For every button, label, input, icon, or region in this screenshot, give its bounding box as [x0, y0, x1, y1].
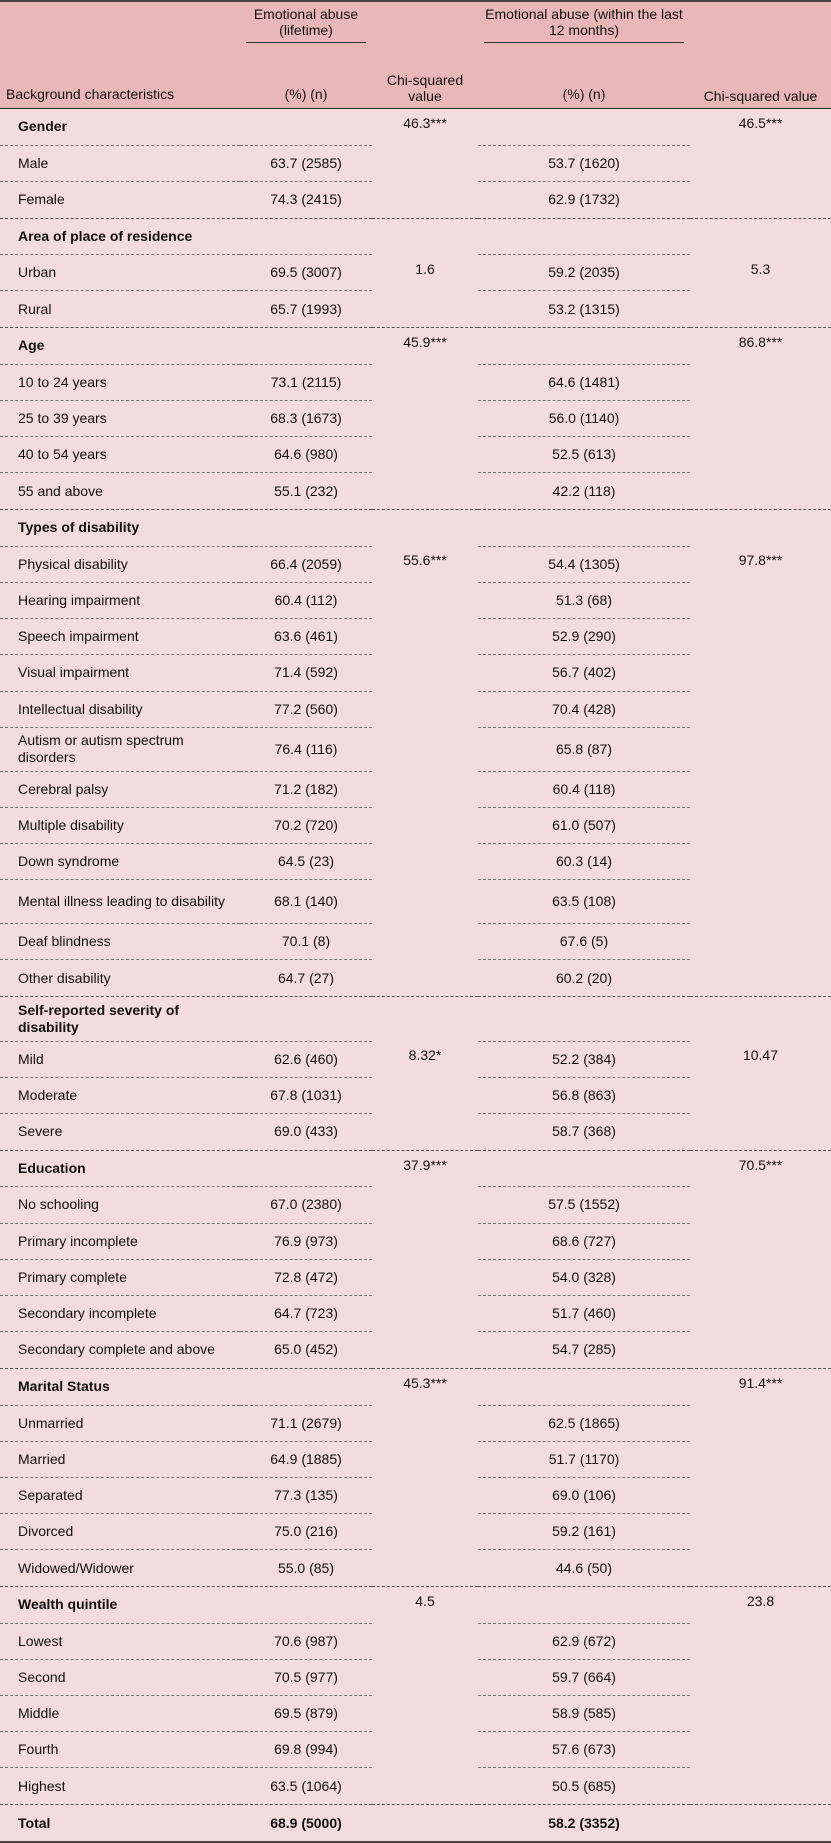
section-header-row: [0, 997, 831, 1042]
total-lifetime: 68.9 (5000): [270, 1814, 342, 1831]
value-last-12-months: 56.8 (863): [478, 1077, 690, 1113]
table-row: [0, 255, 831, 291]
value-last-12-months: 51.7 (1170): [478, 1441, 690, 1477]
chi-squared-lifetime: [372, 691, 478, 727]
empty-cell: [240, 997, 372, 1042]
chi-squared-last-12-months: 97.8***: [738, 552, 783, 569]
section-header-row: [0, 109, 831, 146]
value-last-12-months: 63.5 (108): [478, 880, 690, 924]
chi-squared-lifetime: [372, 619, 478, 655]
chi-squared-lifetime: [372, 1623, 478, 1659]
header-chi-lifetime: Chi-squared value: [386, 72, 464, 104]
row-label: 10 to 24 years: [0, 364, 240, 400]
row-label: Unmarried: [0, 1405, 240, 1441]
empty-cell: [478, 218, 690, 255]
value-lifetime: 70.6 (987): [240, 1623, 372, 1659]
value-last-12-months: 54.0 (328): [478, 1259, 690, 1295]
table-row: [0, 880, 831, 924]
table-row: [0, 1041, 831, 1077]
value-lifetime: 63.7 (2585): [240, 145, 372, 181]
row-label: Rural: [0, 291, 240, 328]
value-last-12-months: 52.2 (384): [478, 1041, 690, 1077]
table-row: [0, 437, 831, 473]
chi-squared-last-12-months: [690, 364, 831, 400]
section-header-row: [0, 328, 831, 365]
chi-squared-lifetime: [372, 807, 478, 843]
chi-squared-last-12-months: [690, 997, 831, 1042]
row-label: 40 to 54 years: [0, 437, 240, 473]
table-row: [0, 1550, 831, 1587]
table-row: [0, 1732, 831, 1768]
section-title: Wealth quintile: [18, 1596, 118, 1613]
chi-squared-last-12-months: [690, 1187, 831, 1223]
row-label: Mental illness leading to disability: [0, 880, 240, 924]
value-last-12-months: 69.0 (106): [478, 1477, 690, 1513]
table-row: [0, 1077, 831, 1113]
header-lifetime: Emotional abuse (lifetime): [240, 1, 372, 58]
row-label: Mild: [0, 1041, 240, 1077]
value-lifetime: 64.7 (27): [240, 960, 372, 997]
value-last-12-months: 54.7 (285): [478, 1332, 690, 1369]
value-last-12-months: 52.5 (613): [478, 437, 690, 473]
table-header: [0, 1, 831, 109]
value-lifetime: 67.0 (2380): [240, 1187, 372, 1223]
table-row: [0, 771, 831, 807]
chi-squared-lifetime: [372, 960, 478, 997]
row-label: Speech impairment: [0, 619, 240, 655]
value-lifetime: 62.6 (460): [240, 1041, 372, 1077]
empty-cell: [240, 1586, 372, 1623]
value-last-12-months: 57.6 (673): [478, 1732, 690, 1768]
value-lifetime: 66.4 (2059): [240, 546, 372, 582]
chi-squared-last-12-months: [690, 582, 831, 618]
chi-squared-last-12-months: [690, 401, 831, 437]
value-last-12-months: 62.9 (672): [478, 1623, 690, 1659]
chi-squared-lifetime: [372, 1550, 478, 1587]
table-row: [0, 1295, 831, 1331]
value-lifetime: 77.3 (135): [240, 1477, 372, 1513]
value-last-12-months: 62.5 (1865): [478, 1405, 690, 1441]
table-row: [0, 691, 831, 727]
chi-squared-lifetime: [372, 997, 478, 1042]
value-lifetime: 73.1 (2115): [240, 364, 372, 400]
chi-squared-last-12-months: [690, 844, 831, 880]
chi-squared-last-12-months: [690, 655, 831, 691]
chi-squared-lifetime: [372, 1077, 478, 1113]
row-label: Separated: [0, 1477, 240, 1513]
chi-squared-last-12-months: 86.8***: [738, 334, 783, 351]
row-label: Highest: [0, 1768, 240, 1805]
chi-squared-lifetime: [372, 1477, 478, 1513]
table-row: [0, 1696, 831, 1732]
row-label: Male: [0, 145, 240, 181]
table-row: [0, 1441, 831, 1477]
value-last-12-months: 59.2 (161): [478, 1514, 690, 1550]
chi-squared-last-12-months: [690, 1623, 831, 1659]
value-last-12-months: 64.6 (1481): [478, 364, 690, 400]
row-label: Divorced: [0, 1514, 240, 1550]
chi-squared-lifetime: [372, 1696, 478, 1732]
row-label: Urban: [0, 255, 240, 291]
empty-cell: [478, 109, 690, 146]
table-row: [0, 582, 831, 618]
chi-squared-last-12-months: 91.4***: [738, 1374, 783, 1391]
chi-squared-lifetime: [372, 1768, 478, 1805]
section-header-row: [0, 218, 831, 255]
value-last-12-months: 58.9 (585): [478, 1696, 690, 1732]
header-last-12-months: Emotional abuse (within the last 12 months): [478, 1, 690, 58]
chi-squared-lifetime: 1.6: [415, 260, 435, 277]
value-lifetime: 64.7 (723): [240, 1295, 372, 1331]
chi-squared-lifetime: [372, 582, 478, 618]
chi-squared-lifetime: 55.6***: [403, 552, 447, 569]
chi-squared-lifetime: [372, 771, 478, 807]
chi-squared-lifetime: [372, 1732, 478, 1768]
value-last-12-months: 56.0 (1140): [478, 401, 690, 437]
row-label: Female: [0, 181, 240, 218]
value-last-12-months: 54.4 (1305): [478, 546, 690, 582]
chi-squared-lifetime: [372, 1259, 478, 1295]
chi-squared-last-12-months: [690, 1114, 831, 1151]
table-row: [0, 1405, 831, 1441]
value-lifetime: 70.5 (977): [240, 1659, 372, 1695]
chi-squared-last-12-months: [690, 1696, 831, 1732]
total-row: [0, 1805, 831, 1843]
empty-cell: [690, 1805, 831, 1843]
row-label: No schooling: [0, 1187, 240, 1223]
row-label: Widowed/Widower: [0, 1550, 240, 1587]
chi-squared-last-12-months: [690, 1259, 831, 1295]
chi-squared-last-12-months: [690, 291, 831, 328]
table-body: [0, 109, 831, 1843]
chi-squared-last-12-months: [690, 1441, 831, 1477]
row-label: Second: [0, 1659, 240, 1695]
empty-cell: [478, 328, 690, 365]
value-last-12-months: 53.2 (1315): [478, 291, 690, 328]
row-label: Other disability: [0, 960, 240, 997]
value-lifetime: 70.1 (8): [240, 924, 372, 960]
value-lifetime: 71.1 (2679): [240, 1405, 372, 1441]
subheader-percent-n-lifetime: (%) (n): [284, 86, 328, 102]
chi-squared-lifetime: [372, 364, 478, 400]
table-row: [0, 619, 831, 655]
table-row: [0, 1477, 831, 1513]
chi-squared-lifetime: [372, 1405, 478, 1441]
table-row: [0, 924, 831, 960]
value-lifetime: 63.6 (461): [240, 619, 372, 655]
chi-squared-last-12-months: [690, 1077, 831, 1113]
row-label: Intellectual disability: [0, 691, 240, 727]
chi-squared-last-12-months: [690, 771, 831, 807]
chi-squared-last-12-months: [690, 510, 831, 547]
chi-squared-lifetime: [372, 1295, 478, 1331]
table-row: [0, 401, 831, 437]
value-lifetime: 69.5 (879): [240, 1696, 372, 1732]
chi-squared-lifetime: [372, 181, 478, 218]
row-label: Primary complete: [0, 1259, 240, 1295]
value-lifetime: 64.6 (980): [240, 437, 372, 473]
chi-squared-last-12-months: [690, 1768, 831, 1805]
chi-squared-last-12-months: [690, 1405, 831, 1441]
chi-squared-lifetime: [372, 1659, 478, 1695]
value-last-12-months: 61.0 (507): [478, 807, 690, 843]
chi-squared-last-12-months: [690, 1295, 831, 1331]
chi-squared-lifetime: [372, 1187, 478, 1223]
table-row: [0, 807, 831, 843]
section-title: Age: [18, 337, 45, 354]
value-last-12-months: 51.7 (460): [478, 1295, 690, 1331]
subheader-percent-n-last-12-months: (%) (n): [562, 86, 606, 102]
chi-squared-lifetime: [372, 1114, 478, 1151]
section-header-row: [0, 1368, 831, 1405]
table-row: [0, 181, 831, 218]
chi-squared-last-12-months: [690, 619, 831, 655]
table-row: [0, 364, 831, 400]
chi-squared-lifetime: [372, 655, 478, 691]
empty-cell: [372, 1805, 478, 1843]
value-lifetime: 60.4 (112): [240, 582, 372, 618]
value-last-12-months: 65.8 (87): [478, 727, 690, 771]
value-lifetime: 70.2 (720): [240, 807, 372, 843]
table-row: [0, 1514, 831, 1550]
value-last-12-months: 57.5 (1552): [478, 1187, 690, 1223]
row-label: Visual impairment: [0, 655, 240, 691]
chi-squared-last-12-months: [690, 924, 831, 960]
value-lifetime: 55.0 (85): [240, 1550, 372, 1587]
chi-squared-last-12-months: [690, 218, 831, 255]
chi-squared-last-12-months: [690, 1332, 831, 1369]
value-last-12-months: 58.7 (368): [478, 1114, 690, 1151]
section-title: Self-reported severity of disability: [18, 1001, 180, 1035]
chi-squared-last-12-months: [690, 437, 831, 473]
chi-squared-lifetime: [372, 510, 478, 547]
table-row: [0, 1114, 831, 1151]
total-last-12-months: 58.2 (3352): [548, 1814, 620, 1831]
empty-cell: [478, 997, 690, 1042]
header-background-characteristics: Background characteristics: [6, 86, 175, 102]
empty-cell: [240, 1368, 372, 1405]
chi-squared-last-12-months: [690, 1477, 831, 1513]
empty-cell: [240, 109, 372, 146]
chi-squared-lifetime: [372, 1514, 478, 1550]
table-row: [0, 1259, 831, 1295]
chi-squared-lifetime: [372, 145, 478, 181]
row-label: Deaf blindness: [0, 924, 240, 960]
value-lifetime: 63.5 (1064): [240, 1768, 372, 1805]
row-label: Secondary incomplete: [0, 1295, 240, 1331]
chi-squared-last-12-months: [690, 691, 831, 727]
row-label: Fourth: [0, 1732, 240, 1768]
value-last-12-months: 42.2 (118): [478, 473, 690, 510]
chi-squared-lifetime: [372, 1332, 478, 1369]
value-last-12-months: 56.7 (402): [478, 655, 690, 691]
section-title: Marital Status: [18, 1378, 110, 1395]
row-label: Moderate: [0, 1077, 240, 1113]
chi-squared-last-12-months: 5.3: [750, 260, 771, 277]
value-lifetime: 67.8 (1031): [240, 1077, 372, 1113]
value-last-12-months: 51.3 (68): [478, 582, 690, 618]
chi-squared-last-12-months: [690, 473, 831, 510]
empty-cell: [478, 1368, 690, 1405]
row-label: Down syndrome: [0, 844, 240, 880]
row-label: Middle: [0, 1696, 240, 1732]
chi-squared-last-12-months: 70.5***: [738, 1156, 783, 1173]
chi-squared-last-12-months: [690, 727, 831, 771]
chi-squared-lifetime: 45.3***: [403, 1374, 447, 1391]
value-lifetime: 74.3 (2415): [240, 181, 372, 218]
empty-cell: [478, 1586, 690, 1623]
row-label: Cerebral palsy: [0, 771, 240, 807]
value-lifetime: 68.1 (140): [240, 880, 372, 924]
value-last-12-months: 60.3 (14): [478, 844, 690, 880]
value-lifetime: 64.5 (23): [240, 844, 372, 880]
empty-cell: [478, 510, 690, 547]
chi-squared-lifetime: [372, 924, 478, 960]
chi-squared-lifetime: [372, 1441, 478, 1477]
section-header-row: [0, 1150, 831, 1187]
row-label: Multiple disability: [0, 807, 240, 843]
chi-squared-last-12-months: 46.5***: [738, 115, 783, 131]
chi-squared-last-12-months: [690, 1550, 831, 1587]
row-label: Lowest: [0, 1623, 240, 1659]
section-header-row: [0, 1586, 831, 1623]
table-row: [0, 1187, 831, 1223]
row-label: Severe: [0, 1114, 240, 1151]
empty-cell: [240, 510, 372, 547]
chi-squared-last-12-months: [690, 1732, 831, 1768]
chi-squared-last-12-months: [690, 880, 831, 924]
value-lifetime: 69.8 (994): [240, 1732, 372, 1768]
chi-squared-lifetime: 4.5: [415, 1592, 435, 1609]
chi-squared-last-12-months: [690, 960, 831, 997]
value-last-12-months: 59.2 (2035): [478, 255, 690, 291]
chi-squared-lifetime: [372, 880, 478, 924]
value-lifetime: 64.9 (1885): [240, 1441, 372, 1477]
row-label: Physical disability: [0, 546, 240, 582]
section-title: Gender: [18, 118, 68, 135]
chi-squared-last-12-months: [690, 1223, 831, 1259]
value-last-12-months: 50.5 (685): [478, 1768, 690, 1805]
table-row: [0, 960, 831, 997]
table-row: [0, 145, 831, 181]
row-label: Primary incomplete: [0, 1223, 240, 1259]
table-row: [0, 1768, 831, 1805]
total-label: Total: [18, 1814, 51, 1831]
chi-squared-last-12-months: 10.47: [742, 1047, 779, 1064]
chi-squared-lifetime: [372, 291, 478, 328]
table-row: [0, 1659, 831, 1695]
section-title: Area of place of residence: [18, 227, 193, 244]
value-last-12-months: 59.7 (664): [478, 1659, 690, 1695]
table-row: [0, 655, 831, 691]
table-row: [0, 546, 831, 582]
row-label: Hearing impairment: [0, 582, 240, 618]
row-label: Autism or autism spectrum disorders: [0, 727, 240, 771]
value-lifetime: 77.2 (560): [240, 691, 372, 727]
row-label: Secondary complete and above: [0, 1332, 240, 1369]
value-lifetime: 69.0 (433): [240, 1114, 372, 1151]
section-title: Education: [18, 1160, 86, 1177]
value-lifetime: 71.4 (592): [240, 655, 372, 691]
row-label: Married: [0, 1441, 240, 1477]
value-last-12-months: 60.2 (20): [478, 960, 690, 997]
chi-squared-lifetime: [372, 727, 478, 771]
table-row: [0, 291, 831, 328]
chi-squared-last-12-months: [690, 1514, 831, 1550]
value-last-12-months: 67.6 (5): [478, 924, 690, 960]
empty-cell: [240, 218, 372, 255]
value-last-12-months: 70.4 (428): [478, 691, 690, 727]
value-lifetime: 69.5 (3007): [240, 255, 372, 291]
value-lifetime: 68.3 (1673): [240, 401, 372, 437]
row-label: 25 to 39 years: [0, 401, 240, 437]
chi-squared-lifetime: 45.9***: [403, 334, 447, 351]
value-lifetime: 55.1 (232): [240, 473, 372, 510]
header-chi-last-12-months: Chi-squared value: [703, 88, 818, 104]
chi-squared-last-12-months: [690, 807, 831, 843]
table-row: [0, 1623, 831, 1659]
table-row: [0, 844, 831, 880]
chi-squared-lifetime: [372, 1223, 478, 1259]
chi-squared-lifetime: [372, 844, 478, 880]
value-last-12-months: 68.6 (727): [478, 1223, 690, 1259]
chi-squared-last-12-months: 23.8: [746, 1592, 775, 1609]
chi-squared-lifetime: [372, 401, 478, 437]
chi-squared-lifetime: 37.9***: [403, 1156, 447, 1173]
table-row: [0, 727, 831, 771]
chi-squared-last-12-months: [690, 181, 831, 218]
empty-cell: [240, 1150, 372, 1187]
chi-squared-lifetime: 8.32*: [408, 1047, 442, 1064]
chi-squared-lifetime: [372, 218, 478, 255]
empty-cell: [240, 328, 372, 365]
chi-squared-last-12-months: [690, 1659, 831, 1695]
value-last-12-months: 52.9 (290): [478, 619, 690, 655]
chi-squared-last-12-months: [690, 145, 831, 181]
table-row: [0, 473, 831, 510]
value-lifetime: 75.0 (216): [240, 1514, 372, 1550]
table-row: [0, 1332, 831, 1369]
empty-cell: [478, 1150, 690, 1187]
value-lifetime: 72.8 (472): [240, 1259, 372, 1295]
value-lifetime: 76.9 (973): [240, 1223, 372, 1259]
section-header-row: [0, 510, 831, 547]
table-row: [0, 1223, 831, 1259]
value-lifetime: 65.0 (452): [240, 1332, 372, 1369]
value-last-12-months: 44.6 (50): [478, 1550, 690, 1587]
value-lifetime: 65.7 (1993): [240, 291, 372, 328]
chi-squared-lifetime: [372, 437, 478, 473]
section-title: Types of disability: [18, 519, 140, 536]
value-last-12-months: 62.9 (1732): [478, 181, 690, 218]
value-last-12-months: 60.4 (118): [478, 771, 690, 807]
value-lifetime: 76.4 (116): [240, 727, 372, 771]
chi-squared-lifetime: [372, 473, 478, 510]
value-lifetime: 71.2 (182): [240, 771, 372, 807]
value-last-12-months: 53.7 (1620): [478, 145, 690, 181]
row-label: 55 and above: [0, 473, 240, 510]
chi-squared-lifetime: 46.3***: [403, 115, 447, 131]
